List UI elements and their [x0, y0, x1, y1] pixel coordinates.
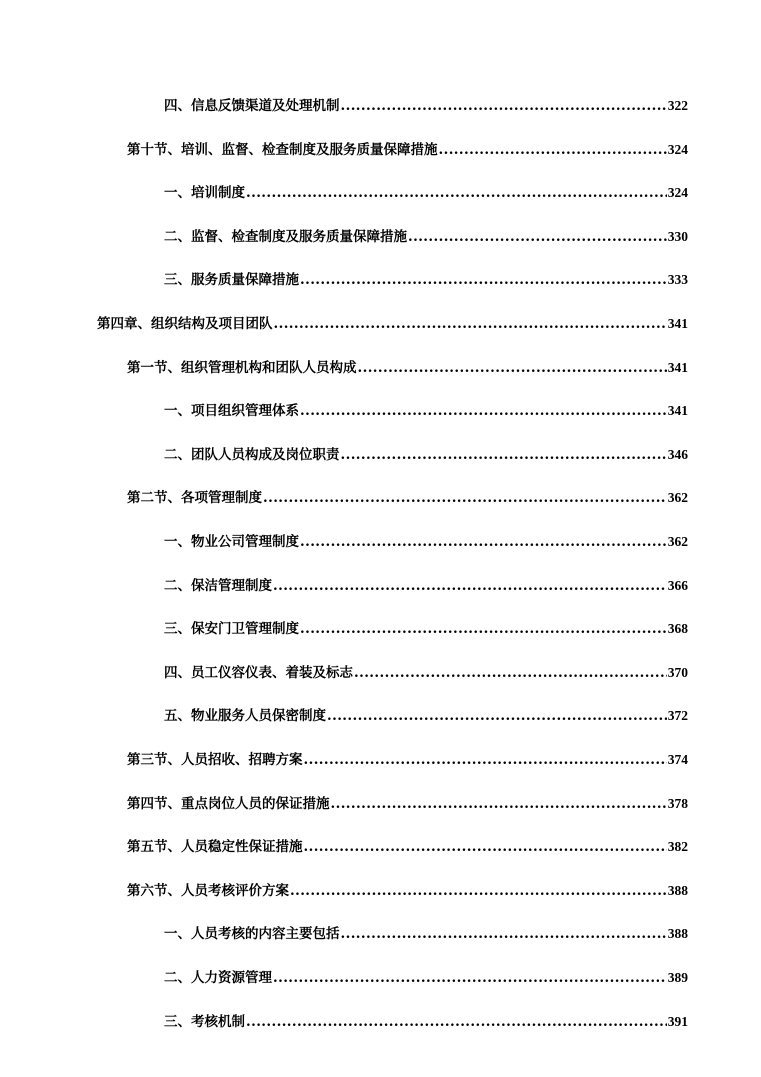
dot-leader: [300, 403, 667, 419]
toc-entry[interactable]: [127, 354, 688, 376]
dot-leader: [331, 796, 667, 812]
toc-entry-title: 第五节、人员稳定性保证措施: [127, 839, 303, 855]
toc-entry-title: 五、物业服务人员保密制度: [164, 708, 326, 724]
toc-entry-page-number: 341: [667, 403, 688, 418]
toc-entry-page-number: 362: [667, 534, 688, 549]
dot-leader: [300, 272, 667, 288]
dot-leader: [327, 708, 667, 724]
toc-entry-page-number: 368: [667, 621, 688, 636]
dot-leader: [246, 1014, 667, 1030]
toc-entry[interactable]: [164, 179, 688, 201]
toc-entry-title: 三、服务质量保障措施: [164, 272, 299, 288]
dot-leader: [341, 447, 667, 463]
toc-entry-page-number: 324: [667, 185, 688, 200]
toc-entry-page-number: 346: [667, 447, 688, 462]
toc-entry[interactable]: [127, 877, 688, 899]
dot-leader: [304, 839, 667, 855]
dot-leader: [300, 534, 667, 550]
toc-entry-page-number: 374: [667, 752, 688, 767]
dot-leader: [246, 185, 667, 201]
toc-entry-title: 二、保洁管理制度: [164, 578, 272, 594]
toc-entry[interactable]: [164, 702, 688, 724]
toc-entry-page-number: 362: [667, 490, 688, 505]
toc-entry[interactable]: [164, 223, 688, 245]
toc-entry-page-number: 341: [667, 360, 688, 375]
toc-entry-page-number: 370: [667, 665, 688, 680]
toc-entry[interactable]: [127, 790, 688, 812]
dot-leader: [439, 142, 667, 158]
toc-entry[interactable]: [164, 528, 688, 550]
toc-entry[interactable]: [127, 746, 688, 768]
dot-leader: [354, 665, 667, 681]
toc-entry[interactable]: [164, 441, 688, 463]
toc-entry[interactable]: [164, 266, 688, 288]
dot-leader: [274, 316, 667, 332]
toc-entry[interactable]: [164, 1008, 688, 1030]
toc-entry-page-number: 389: [667, 970, 688, 985]
toc-entry-page-number: 333: [667, 272, 688, 287]
toc-entry[interactable]: [164, 964, 688, 986]
toc-entry-page-number: 388: [667, 926, 688, 941]
toc-entry-page-number: 324: [667, 142, 688, 157]
toc-entry-title: 一、培训制度: [164, 185, 245, 201]
toc-entry[interactable]: [127, 136, 688, 158]
toc-entry-page-number: 322: [667, 98, 688, 113]
toc-entry[interactable]: [164, 615, 688, 637]
toc-entry-page-number: 366: [667, 578, 688, 593]
toc-entry-title: 四、员工仪容仪表、着装及标志: [164, 665, 353, 681]
toc-entry[interactable]: [164, 397, 688, 419]
dot-leader: [290, 883, 667, 899]
toc-entry[interactable]: [97, 310, 688, 332]
toc-entry-title: 二、监督、检查制度及服务质量保障措施: [164, 229, 407, 245]
toc-entry-title: 第十节、培训、监督、检查制度及服务质量保障措施: [127, 142, 438, 158]
dot-leader: [300, 621, 667, 637]
dot-leader: [341, 98, 667, 114]
toc-entry[interactable]: [164, 920, 688, 942]
toc-entry-page-number: 378: [667, 796, 688, 811]
toc-entry-title: 第六节、人员考核评价方案: [127, 883, 289, 899]
toc-entry[interactable]: [164, 659, 688, 681]
dot-leader: [408, 229, 667, 245]
toc-entry[interactable]: [127, 484, 688, 506]
toc-entry-title: 第一节、组织管理机构和团队人员构成: [127, 360, 357, 376]
toc-entry-title: 一、物业公司管理制度: [164, 534, 299, 550]
toc-entry-page-number: 391: [667, 1014, 688, 1029]
toc-entry-page-number: 372: [667, 708, 688, 723]
dot-leader: [341, 926, 667, 942]
toc-entry-title: 三、保安门卫管理制度: [164, 621, 299, 637]
toc-entry-page-number: 330: [667, 229, 688, 244]
dot-leader: [273, 970, 667, 986]
toc-entry-title: 四、信息反馈渠道及处理机制: [164, 98, 340, 114]
dot-leader: [358, 360, 667, 376]
toc-entry-title: 一、人员考核的内容主要包括: [164, 926, 340, 942]
toc-entry-page-number: 341: [667, 316, 688, 331]
toc-entry-title: 一、项目组织管理体系: [164, 403, 299, 419]
toc-entry-title: 第四节、重点岗位人员的保证措施: [127, 796, 330, 812]
toc-entry[interactable]: [164, 92, 688, 114]
toc-entry[interactable]: [127, 833, 688, 855]
toc-entry-title: 第四章、组织结构及项目团队: [97, 316, 273, 332]
toc-entry-title: 二、人力资源管理: [164, 970, 272, 986]
toc-entry-page-number: 382: [667, 839, 688, 854]
toc-entry-title: 第二节、各项管理制度: [127, 490, 262, 506]
toc-entry-title: 二、团队人员构成及岗位职责: [164, 447, 340, 463]
dot-leader: [263, 490, 667, 506]
toc-entry-title: 第三节、人员招收、招聘方案: [127, 752, 303, 768]
toc-entry-page-number: 388: [667, 883, 688, 898]
toc-entry-title: 三、考核机制: [164, 1014, 245, 1030]
dot-leader: [304, 752, 667, 768]
toc-entry[interactable]: [164, 572, 688, 594]
dot-leader: [273, 578, 667, 594]
